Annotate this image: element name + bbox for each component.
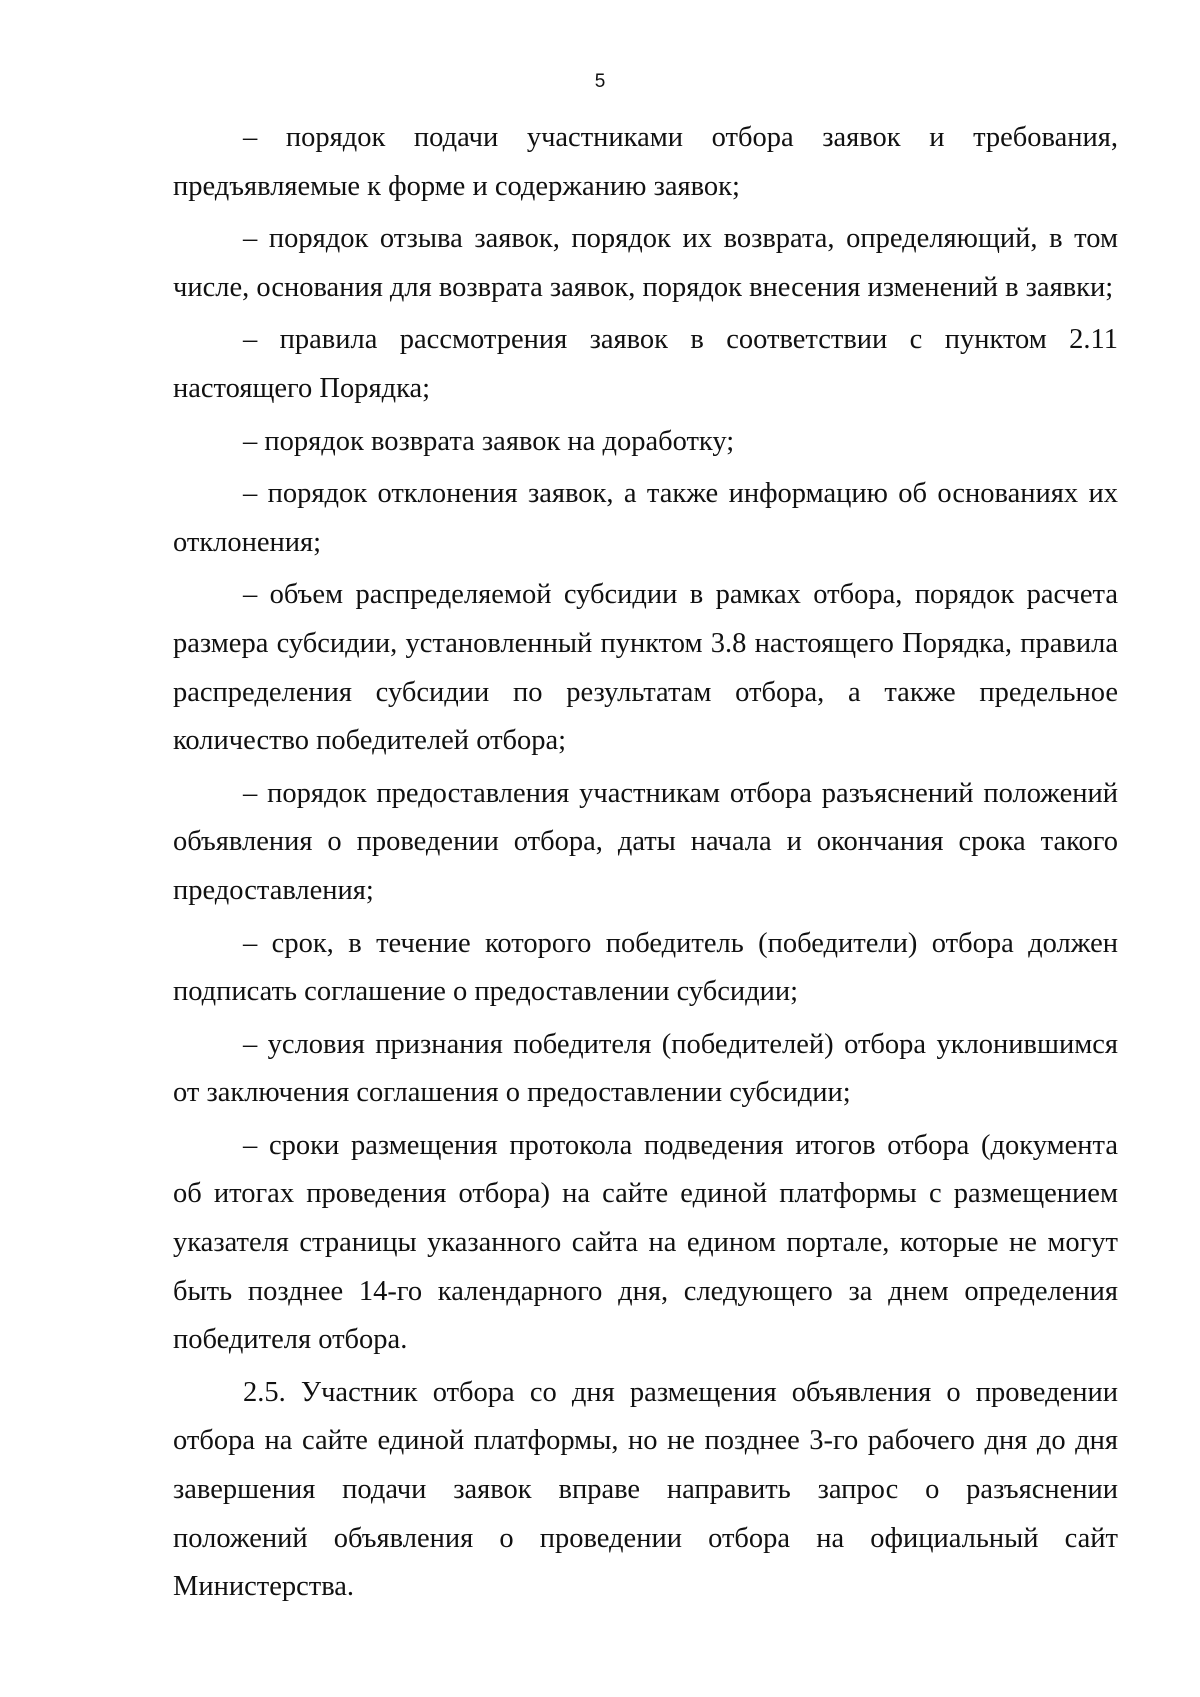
list-item-return-for-revision: – порядок возврата заявок на доработку; [243, 425, 735, 457]
page-number: 5 [594, 71, 606, 92]
list-item-evasion-conditions: – условия признания победителя (победителей) отбора уклонившимся от заключения соглашения о предоставлении субсидии; [173, 1028, 1118, 1109]
list-item-subsidy-volume: – объем распределяемой субсидии в рамках отбора, порядок расчета размера субсидии, установленный пунктом 3.8 настоящего Порядка, правила распределения субсидии по результатам отбора, а также предельное количество победителей отбора; [173, 579, 1118, 757]
list-item-rejection-procedure: – порядок отклонения заявок, а также информацию об основаниях их отклонения; [173, 478, 1118, 558]
list-item-agreement-deadline: – срок, в течение которого победитель (победители) отбора должен подписать соглашение о предоставлении субсидии; [173, 927, 1118, 1008]
list-item-protocol-deadlines: – сроки размещения протокола подведения итогов отбора (документа об итогах проведения отбора) на сайте единой платформы с размещением указателя страницы указанного сайта на едином портале, которые не могут быть позднее 14-го календарного дня, следующего за днем определения победителя отбора. [173, 1129, 1118, 1356]
clause-2-5: 2.5. Участник отбора со дня размещения объявления о проведении отбора на сайте единой платформы, но не позднее 3-го рабочего дня до дня завершения подачи заявок вправе направить запрос о разъяснении положений объявления о проведении отбора на официальный сайт Министерства. [173, 1376, 1118, 1603]
list-item-clarifications: – порядок предоставления участникам отбора разъяснений положений объявления о проведении отбора, даты начала и окончания срока такого предоставления; [173, 777, 1118, 906]
list-item-withdrawal-procedure: – порядок отзыва заявок, порядок их возврата, определяющий, в том числе, основания для возврата заявок, порядок внесения изменений в заявки; [173, 223, 1118, 303]
document-body [173, 114, 1118, 1612]
list-item-review-rules: – правила рассмотрения заявок в соответствии с пунктом 2.11 настоящего Порядка; [173, 324, 1118, 404]
list-item-submission-procedure: – порядок подачи участниками отбора заявок и требования, предъявляемые к форме и содержанию заявок; [173, 122, 1118, 202]
